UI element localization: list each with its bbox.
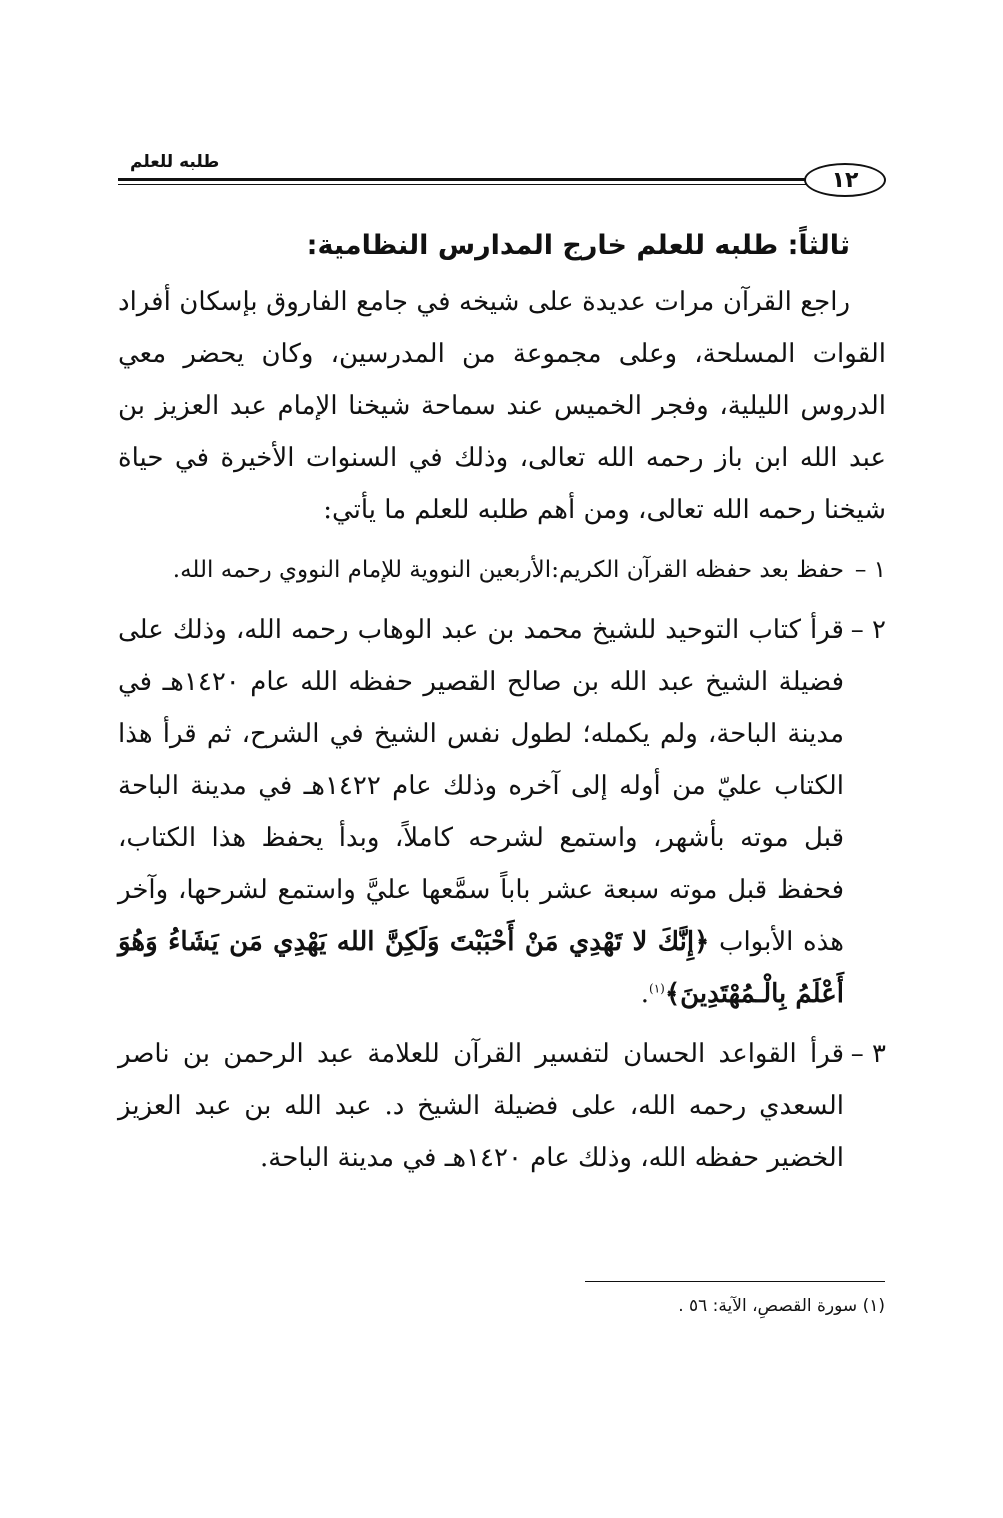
page-number: ١٢ xyxy=(831,167,859,193)
list-item-number: ٢ – xyxy=(850,615,886,645)
quran-verse: ﴿إِنَّكَ لا تَهْدِي مَنْ أَحْبَبْتَ وَلَكِنَّ الله يَهْدِي مَن يَشَاءُ وَهُوَ أَعْلَمُ بِالْـمُهْتَدِينَ﴾ xyxy=(118,927,844,1009)
footnote-separator xyxy=(585,1281,885,1282)
section-heading: ثالثاً: طلبه للعلم خارج المدارس النظامية: xyxy=(306,230,850,261)
list-item-text: قرأ القواعد الحسان لتفسير القرآن للعلامة عبد الرحمن بن ناصر السعدي رحمه الله، على فضيلة الشيخ د. عبد الله بن عبد العزيز الخضير حفظه الله، وذلك عام ١٤٢٠هـ في مدينة الباحة. xyxy=(118,1039,844,1173)
page-number-badge xyxy=(804,163,886,197)
footnote-reference[interactable]: (١) xyxy=(649,981,665,996)
footnote xyxy=(585,1292,885,1320)
intro-paragraph: راجع القرآن مرات عديدة على شيخه في جامع الفاروق بإسكان أفراد القوات المسلحة، وعلى مجموعة من المدرسين، وكان يحضر معي الدروس الليلية، وفجر الخميس عند سماحة شيخنا الإمام عبد العزيز بن عبد الله ابن باز رحمه الله تعالى، وذلك في السنوات الأخيرة في حياة شيخنا رحمه الله تعالى، ومن أهم طلبه للعلم ما يأتي: xyxy=(118,287,886,525)
header-rule-thick xyxy=(118,178,808,181)
header-rule-thin xyxy=(118,184,808,185)
list-item-text: قرأ كتاب التوحيد للشيخ محمد بن عبد الوهاب رحمه الله، وذلك على فضيلة الشيخ عبد الله بن صالح القصير حفظه الله عام ١٤٢٠هـ في مدينة الباحة، ولم يكمله؛ لطول نفس الشيخ في الشرح، ثم قرأ هذا الكتاب عليّ من أوله إلى آخره وذلك عام ١٤٢٢هـ في مدينة الباحة قبل موته بأشهر، واستمع لشرحه كاملاً، وبدأ يحفظ هذا الكتاب، فحفظ قبل موته سبعة عشر باباً سمَّعها عليَّ واستمع لشرحها، وآخر هذه الأبواب xyxy=(118,615,844,957)
list-item xyxy=(118,1028,886,1184)
list-item-end: . xyxy=(640,979,649,1009)
running-title: طلبه للعلم xyxy=(130,152,220,172)
list-item-number: ١ – xyxy=(854,557,886,583)
list-item xyxy=(118,604,886,1020)
list-item xyxy=(118,544,886,596)
footnote-text: (١) سورة القصصِ، الآية: ٥٦ . xyxy=(678,1296,885,1316)
list-item-number: ٣ – xyxy=(850,1039,886,1069)
main-content xyxy=(118,222,886,1192)
list-item-text: حفظ بعد حفظه القرآن الكريم:الأربعين النووية للإمام النووي رحمه الله. xyxy=(172,557,844,583)
study-list xyxy=(118,544,886,1184)
page-header xyxy=(118,152,886,200)
